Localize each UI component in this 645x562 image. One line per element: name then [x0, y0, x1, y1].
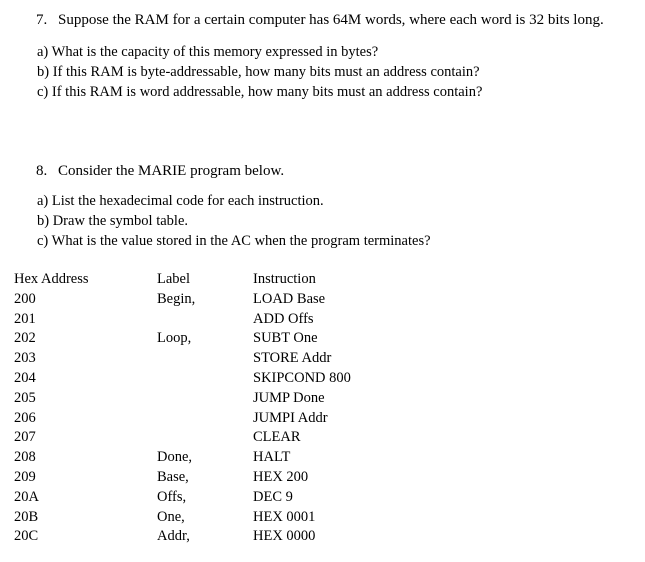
- question-8-part-c: c) What is the value stored in the AC when the program terminates?: [37, 233, 431, 249]
- question-7-part-b: b) If this RAM is byte-addressable, how many bits must an address contain?: [37, 64, 480, 80]
- question-8-text: Consider the MARIE program below.: [58, 163, 285, 179]
- row-address: 20B: [14, 508, 39, 525]
- row-instruction: ADD Offs: [253, 310, 314, 327]
- row-label: Offs,: [157, 488, 187, 505]
- question-8-part-b: b) Draw the symbol table.: [37, 213, 189, 229]
- question-7-part-a: a) What is the capacity of this memory expressed in bytes?: [37, 44, 379, 60]
- row-instruction: SKIPCOND 800: [253, 369, 351, 386]
- row-address: 203: [14, 350, 36, 367]
- row-instruction: JUMP Done: [253, 389, 325, 406]
- row-label: Done,: [157, 449, 193, 466]
- question-7-number: 7.: [36, 12, 48, 28]
- row-instruction: HALT: [253, 449, 291, 466]
- question-7-part-c: c) If this RAM is word addressable, how many bits must an address contain?: [37, 84, 483, 100]
- row-label: Loop,: [157, 330, 192, 347]
- row-address: 201: [14, 310, 36, 327]
- row-address: 20C: [14, 528, 39, 545]
- question-8-number: 8.: [36, 163, 48, 179]
- row-address: 206: [14, 409, 36, 426]
- row-address: 204: [14, 369, 36, 386]
- row-instruction: DEC 9: [253, 488, 293, 505]
- row-instruction: HEX 0000: [253, 528, 316, 545]
- row-instruction: STORE Addr: [253, 350, 332, 367]
- row-address: 20A: [14, 488, 39, 505]
- row-instruction: LOAD Base: [253, 290, 326, 307]
- row-address: 209: [14, 468, 36, 485]
- question-8-title: [36, 162, 284, 180]
- question-7-text: Suppose the RAM for a certain computer has 64M words, where each word is 32 bits long.: [58, 12, 604, 28]
- header-hex-address: Hex Address: [14, 271, 89, 287]
- question-8-parts: [37, 191, 431, 251]
- row-address: 202: [14, 330, 36, 347]
- row-label: Begin,: [157, 290, 196, 307]
- row-address: 207: [14, 429, 36, 446]
- question-8-part-a: a) List the hexadecimal code for each instruction.: [37, 193, 324, 209]
- header-label: Label: [157, 271, 191, 287]
- row-instruction: CLEAR: [253, 429, 301, 446]
- row-instruction: HEX 0001: [253, 508, 316, 525]
- row-instruction: JUMPI Addr: [253, 409, 328, 426]
- row-address: 208: [14, 449, 36, 466]
- row-label: Base,: [157, 468, 189, 485]
- header-instruction: Instruction: [253, 271, 316, 287]
- row-instruction: SUBT One: [253, 330, 318, 347]
- row-address: 205: [14, 389, 36, 406]
- row-instruction: HEX 200: [253, 468, 309, 485]
- row-label: Addr,: [157, 528, 190, 545]
- question-7-title: [36, 11, 604, 29]
- row-address: 200: [14, 290, 36, 307]
- question-7-parts: [37, 42, 482, 102]
- row-label: One,: [157, 508, 185, 525]
